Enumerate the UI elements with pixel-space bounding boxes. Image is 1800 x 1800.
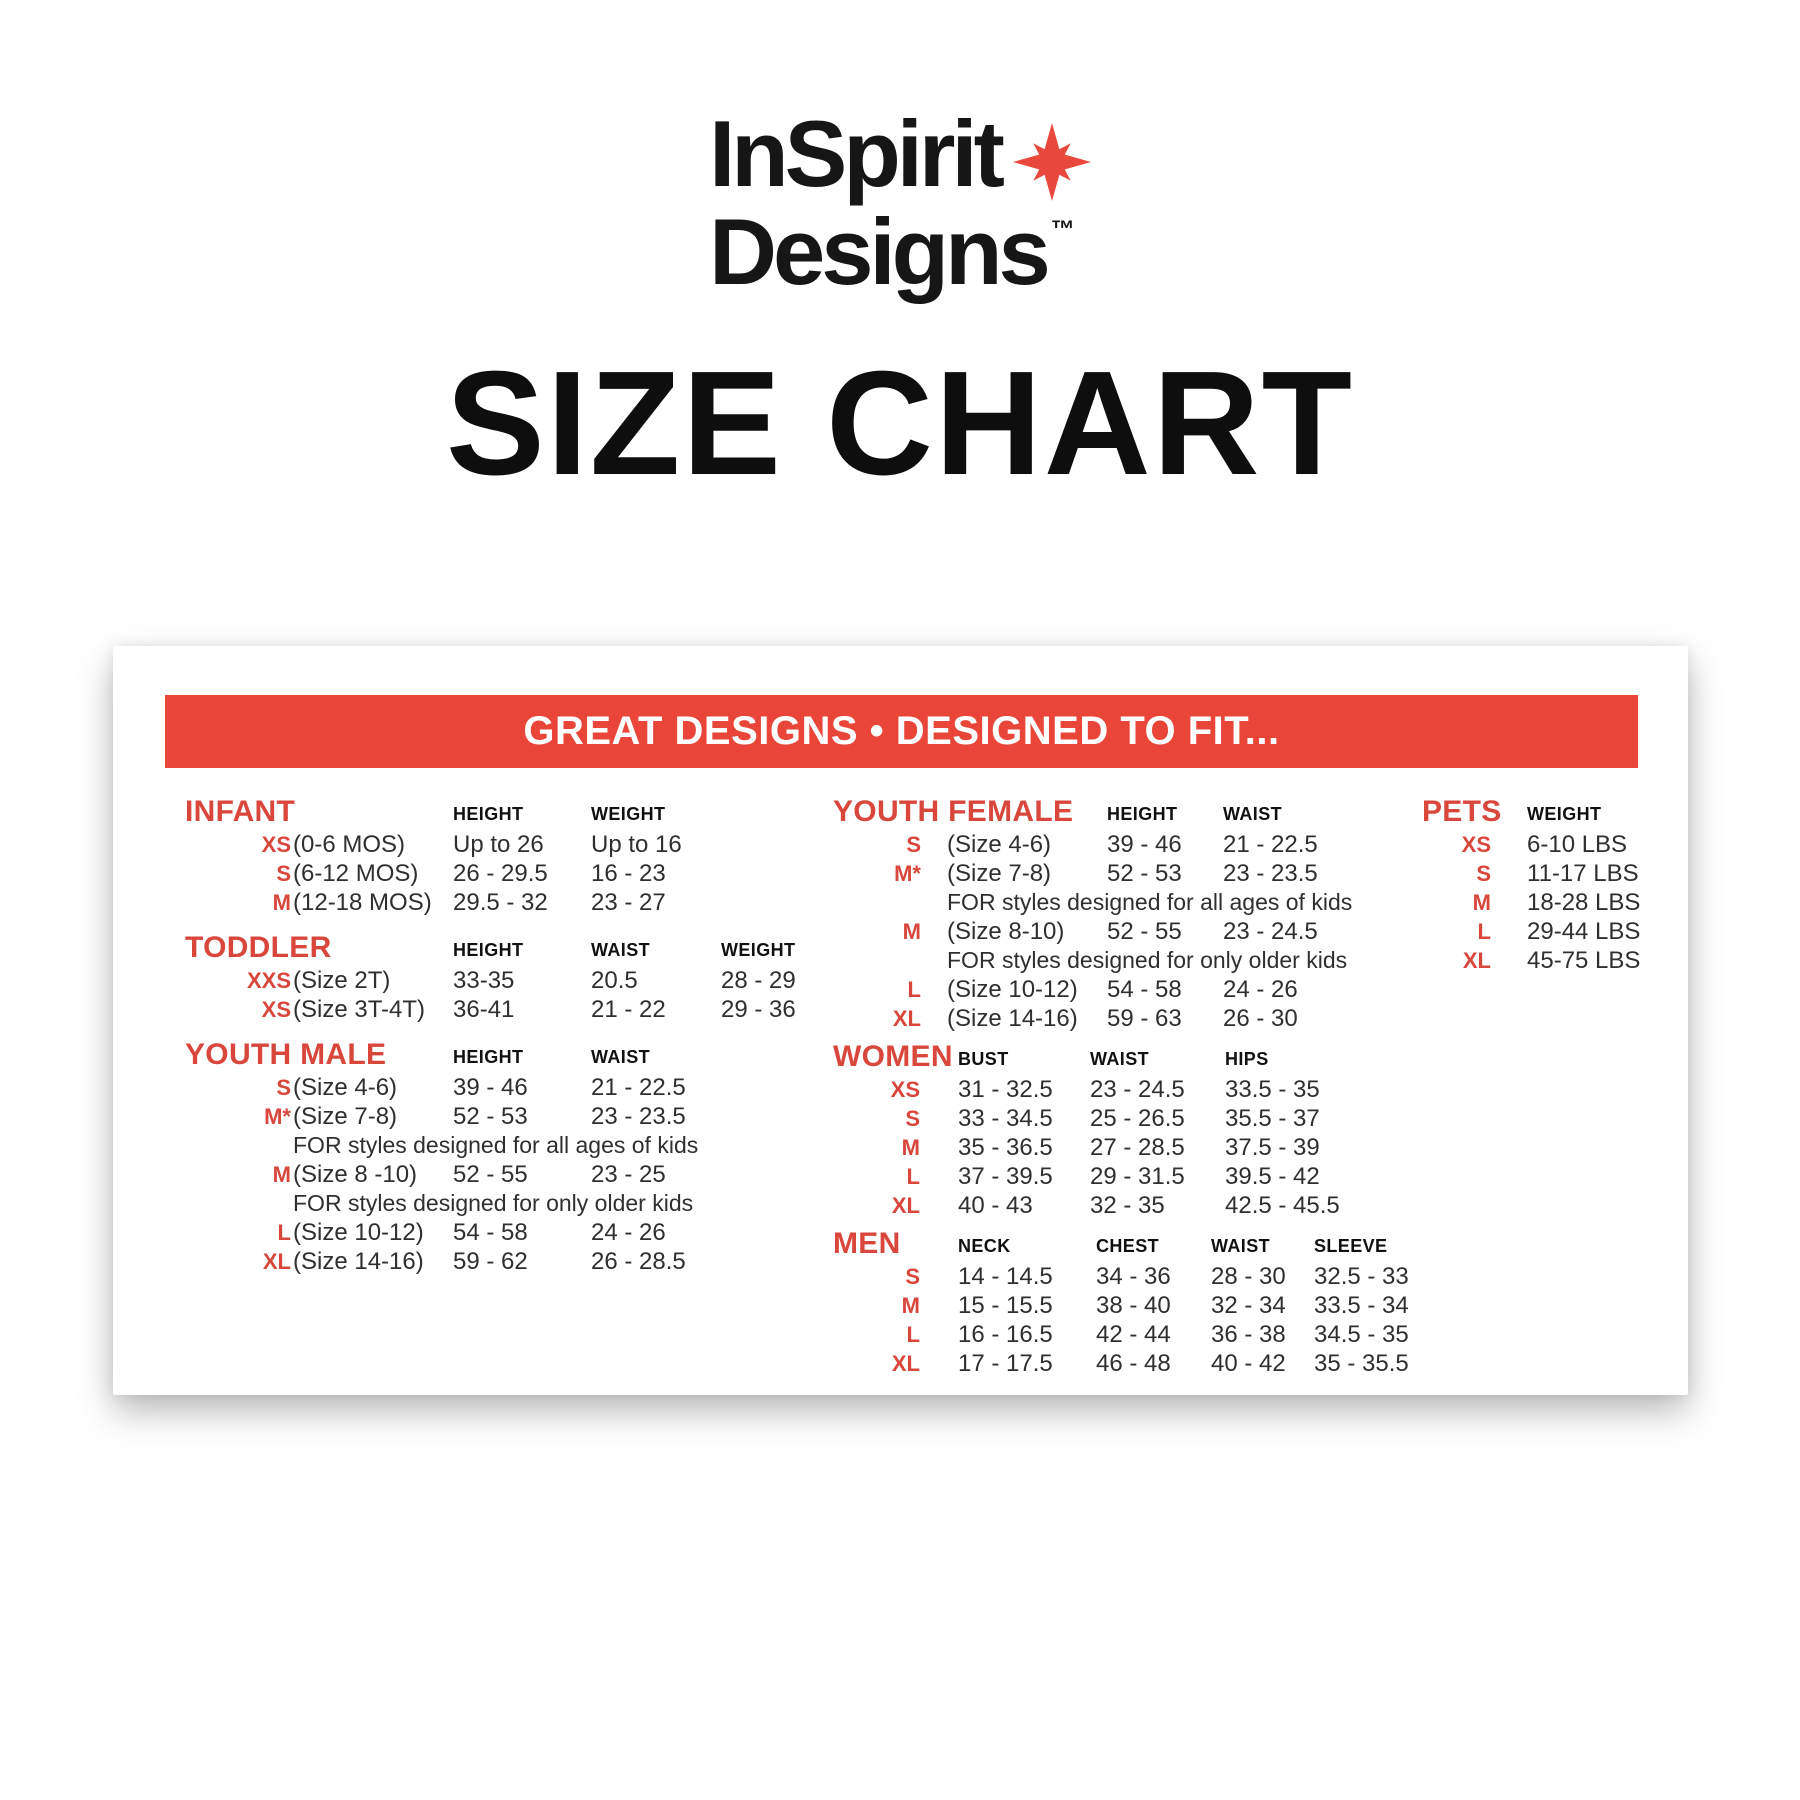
size-label: XS — [890, 1076, 920, 1102]
size-row — [185, 1160, 875, 1189]
size-label: S — [906, 831, 921, 857]
section-title: YOUTH MALE — [185, 1038, 387, 1071]
size-value: 42 - 44 — [1096, 1320, 1171, 1348]
column-header: CHEST — [1096, 1236, 1160, 1256]
note-row — [833, 946, 1463, 975]
column-header: WAIST — [591, 1047, 650, 1067]
column-header: HEIGHT — [453, 804, 524, 824]
size-value: 24 - 26 — [1223, 975, 1298, 1003]
column-header: HEIGHT — [453, 940, 524, 960]
size-row — [185, 1102, 875, 1131]
size-value: 31 - 32.5 — [958, 1075, 1053, 1103]
size-value: 16 - 23 — [591, 859, 666, 887]
size-value: 28 - 30 — [1211, 1262, 1286, 1290]
column-header: BUST — [958, 1049, 1009, 1069]
size-label: M — [272, 889, 291, 915]
size-value: Up to 26 — [453, 830, 544, 858]
brand-logo — [0, 0, 1800, 304]
size-value: 39 - 46 — [453, 1073, 528, 1101]
column-header: WAIST — [1211, 1236, 1270, 1256]
size-row — [833, 1133, 1463, 1162]
size-desc: (Size 10-12) — [293, 1218, 424, 1246]
size-value: 37 - 39.5 — [958, 1162, 1053, 1190]
section-title: WOMEN — [833, 1040, 953, 1073]
size-label: M* — [264, 1103, 291, 1129]
size-value: 40 - 43 — [958, 1191, 1033, 1219]
table-header-row — [833, 790, 1463, 830]
size-label: M — [902, 918, 921, 944]
size-label: L — [907, 976, 921, 1002]
size-value: 16 - 16.5 — [958, 1320, 1053, 1348]
section-title: PETS — [1422, 795, 1502, 828]
size-value: 40 - 42 — [1211, 1349, 1286, 1377]
size-label: M — [272, 1161, 291, 1187]
size-row — [833, 1162, 1463, 1191]
size-value: 6-10 LBS — [1527, 830, 1628, 858]
size-row — [833, 1291, 1463, 1320]
size-value: 20.5 — [591, 966, 638, 994]
trademark-symbol: ™ — [1050, 216, 1075, 243]
size-desc: (Size 7-8) — [293, 1102, 398, 1130]
size-value: 14 - 14.5 — [958, 1262, 1053, 1290]
column-header: WAIST — [591, 940, 650, 960]
size-row — [1422, 946, 1702, 975]
size-desc: (Size 2T) — [293, 966, 391, 994]
section-youth-male — [185, 1033, 875, 1276]
size-value: 18-28 LBS — [1527, 888, 1641, 916]
size-value: 21 - 22.5 — [591, 1073, 686, 1101]
size-desc: (12-18 MOS) — [293, 888, 432, 916]
note-row — [833, 888, 1463, 917]
size-value: 34.5 - 35 — [1314, 1320, 1409, 1348]
size-value: 59 - 63 — [1107, 1004, 1182, 1032]
section-pets — [1422, 790, 1702, 975]
size-value: 33.5 - 34 — [1314, 1291, 1409, 1319]
table-header-row — [1422, 790, 1702, 830]
size-value: 54 - 58 — [453, 1218, 528, 1246]
table-header-row — [185, 926, 875, 966]
size-value: 54 - 58 — [1107, 975, 1182, 1003]
size-value: 29-44 LBS — [1527, 917, 1641, 945]
size-label: XL — [1462, 947, 1491, 973]
size-label: XL — [891, 1350, 920, 1376]
size-value: 26 - 29.5 — [453, 859, 548, 887]
size-value: 26 - 30 — [1223, 1004, 1298, 1032]
size-desc: (Size 4-6) — [947, 830, 1052, 858]
size-row — [833, 830, 1463, 859]
logo-line-1 — [709, 101, 1091, 206]
size-label: XS — [1461, 831, 1491, 857]
size-value: 23 - 27 — [591, 888, 666, 916]
size-value: 23 - 25 — [591, 1160, 666, 1188]
table-header-row — [185, 1033, 875, 1073]
size-chart-card — [113, 646, 1688, 1395]
note-row — [185, 1189, 875, 1218]
size-row — [185, 859, 875, 888]
column-middle — [833, 790, 1463, 1378]
banner — [165, 695, 1638, 768]
size-value: 52 - 55 — [453, 1160, 528, 1188]
fit-note: FOR styles designed for only older kids — [947, 947, 1348, 973]
size-row — [185, 1073, 875, 1102]
size-value: 52 - 55 — [1107, 917, 1182, 945]
fit-note: FOR styles designed for all ages of kids — [947, 889, 1353, 915]
size-value: 36-41 — [453, 995, 515, 1023]
size-label: XL — [892, 1005, 921, 1031]
size-label: M — [901, 1292, 920, 1318]
section-men — [833, 1222, 1463, 1378]
size-label: S — [276, 1074, 291, 1100]
size-value: 11-17 LBS — [1527, 859, 1639, 887]
size-value: 23 - 23.5 — [1223, 859, 1318, 887]
size-desc: (6-12 MOS) — [293, 859, 419, 887]
size-value: 29.5 - 32 — [453, 888, 548, 916]
size-value: 24 - 26 — [591, 1218, 666, 1246]
column-header: WAIST — [1223, 804, 1282, 824]
size-value: 21 - 22.5 — [1223, 830, 1318, 858]
size-label: L — [1477, 918, 1491, 944]
size-row — [833, 1262, 1463, 1291]
size-label: XS — [261, 831, 291, 857]
size-label: M* — [894, 860, 921, 886]
size-value: 46 - 48 — [1096, 1349, 1171, 1377]
column-right — [1422, 790, 1702, 975]
section-title: MEN — [833, 1227, 901, 1260]
size-value: 42.5 - 45.5 — [1225, 1191, 1340, 1219]
section-title: INFANT — [185, 795, 296, 828]
size-value: 52 - 53 — [1107, 859, 1182, 887]
size-row — [185, 830, 875, 859]
size-row — [185, 966, 875, 995]
column-left — [185, 790, 875, 1276]
size-value: 39.5 - 42 — [1225, 1162, 1320, 1190]
table-header-row — [833, 1035, 1463, 1075]
fit-note: FOR styles designed for all ages of kids — [293, 1132, 699, 1158]
size-row — [1422, 888, 1702, 917]
size-row — [833, 1104, 1463, 1133]
size-label: XL — [262, 1248, 291, 1274]
size-label: S — [905, 1105, 920, 1131]
size-row — [185, 995, 875, 1024]
column-header: HEIGHT — [453, 1047, 524, 1067]
sparkle-star-icon — [1013, 118, 1091, 206]
logo-line-2 — [709, 199, 1091, 304]
size-label: XS — [261, 996, 291, 1022]
size-row — [1422, 859, 1702, 888]
size-value: 59 - 62 — [453, 1247, 528, 1275]
size-value: 35 - 36.5 — [958, 1133, 1053, 1161]
size-value: 32.5 - 33 — [1314, 1262, 1409, 1290]
size-value: Up to 16 — [591, 830, 682, 858]
brand-logo-block — [709, 101, 1091, 304]
logo-wordmark-designs: Designs — [709, 199, 1047, 304]
table-header-row — [185, 790, 875, 830]
size-desc: (Size 3T-4T) — [293, 995, 426, 1023]
size-row — [833, 1349, 1463, 1378]
size-value: 23 - 24.5 — [1090, 1075, 1185, 1103]
logo-wordmark-inspirit: InSpirit — [709, 101, 1001, 206]
size-value: 29 - 31.5 — [1090, 1162, 1185, 1190]
size-value: 45-75 LBS — [1527, 946, 1641, 974]
size-label: S — [1476, 860, 1491, 886]
section-title: YOUTH FEMALE — [833, 795, 1074, 828]
note-row — [185, 1131, 875, 1160]
size-desc: (Size 8 -10) — [293, 1160, 418, 1188]
size-value: 33 - 34.5 — [958, 1104, 1053, 1132]
size-value: 34 - 36 — [1096, 1262, 1171, 1290]
size-row — [833, 859, 1463, 888]
size-row — [833, 1075, 1463, 1104]
section-toddler — [185, 926, 875, 1024]
page-title: SIZE CHART — [446, 341, 1354, 507]
size-value: 28 - 29 — [721, 966, 796, 994]
size-value: 27 - 28.5 — [1090, 1133, 1185, 1161]
column-header: WAIST — [1090, 1049, 1149, 1069]
table-header-row — [833, 1222, 1463, 1262]
size-value: 17 - 17.5 — [958, 1349, 1053, 1377]
size-value: 25 - 26.5 — [1090, 1104, 1185, 1132]
size-value: 33-35 — [453, 966, 515, 994]
size-value: 35 - 35.5 — [1314, 1349, 1409, 1377]
size-row — [833, 1004, 1463, 1033]
size-label: L — [906, 1163, 920, 1189]
size-label: M — [901, 1134, 920, 1160]
size-row — [185, 1218, 875, 1247]
column-header: WEIGHT — [591, 804, 666, 824]
size-label: L — [906, 1321, 920, 1347]
size-row — [833, 1191, 1463, 1220]
size-desc: (Size 10-12) — [947, 975, 1078, 1003]
size-value: 39 - 46 — [1107, 830, 1182, 858]
size-value: 32 - 35 — [1090, 1191, 1165, 1219]
size-value: 37.5 - 39 — [1225, 1133, 1320, 1161]
size-desc: (0-6 MOS) — [293, 830, 406, 858]
size-label: M — [1472, 889, 1491, 915]
size-value: 32 - 34 — [1211, 1291, 1286, 1319]
banner-text: GREAT DESIGNS • DESIGNED TO FIT... — [523, 709, 1280, 753]
column-header: WEIGHT — [721, 940, 796, 960]
size-row — [1422, 830, 1702, 859]
size-value: 23 - 24.5 — [1223, 917, 1318, 945]
size-value: 29 - 36 — [721, 995, 796, 1023]
size-row — [833, 917, 1463, 946]
section-infant — [185, 790, 875, 917]
size-value: 52 - 53 — [453, 1102, 528, 1130]
size-value: 33.5 - 35 — [1225, 1075, 1320, 1103]
size-desc: (Size 14-16) — [293, 1247, 424, 1275]
size-desc: (Size 4-6) — [293, 1073, 398, 1101]
size-value: 21 - 22 — [591, 995, 666, 1023]
size-label: XXS — [246, 967, 291, 993]
column-header: HIPS — [1225, 1049, 1269, 1069]
section-women — [833, 1035, 1463, 1220]
section-title: TODDLER — [185, 931, 332, 964]
size-label: S — [905, 1263, 920, 1289]
size-value: 23 - 23.5 — [591, 1102, 686, 1130]
column-header: SLEEVE — [1314, 1236, 1388, 1256]
size-row — [185, 1247, 875, 1276]
size-value: 36 - 38 — [1211, 1320, 1286, 1348]
fit-note: FOR styles designed for only older kids — [293, 1190, 694, 1216]
size-label: L — [277, 1219, 291, 1245]
column-header: HEIGHT — [1107, 804, 1178, 824]
size-value: 26 - 28.5 — [591, 1247, 686, 1275]
size-row — [833, 1320, 1463, 1349]
size-row — [833, 975, 1463, 1004]
size-desc: (Size 14-16) — [947, 1004, 1078, 1032]
size-value: 15 - 15.5 — [958, 1291, 1053, 1319]
size-row — [185, 888, 875, 917]
size-label: XL — [891, 1192, 920, 1218]
column-header: WEIGHT — [1527, 804, 1602, 824]
size-label: S — [276, 860, 291, 886]
size-desc: (Size 7-8) — [947, 859, 1052, 887]
size-row — [1422, 917, 1702, 946]
section-youth-female — [833, 790, 1463, 1033]
size-desc: (Size 8-10) — [947, 917, 1065, 945]
size-value: 35.5 - 37 — [1225, 1104, 1320, 1132]
column-header: NECK — [958, 1236, 1011, 1256]
size-value: 38 - 40 — [1096, 1291, 1171, 1319]
